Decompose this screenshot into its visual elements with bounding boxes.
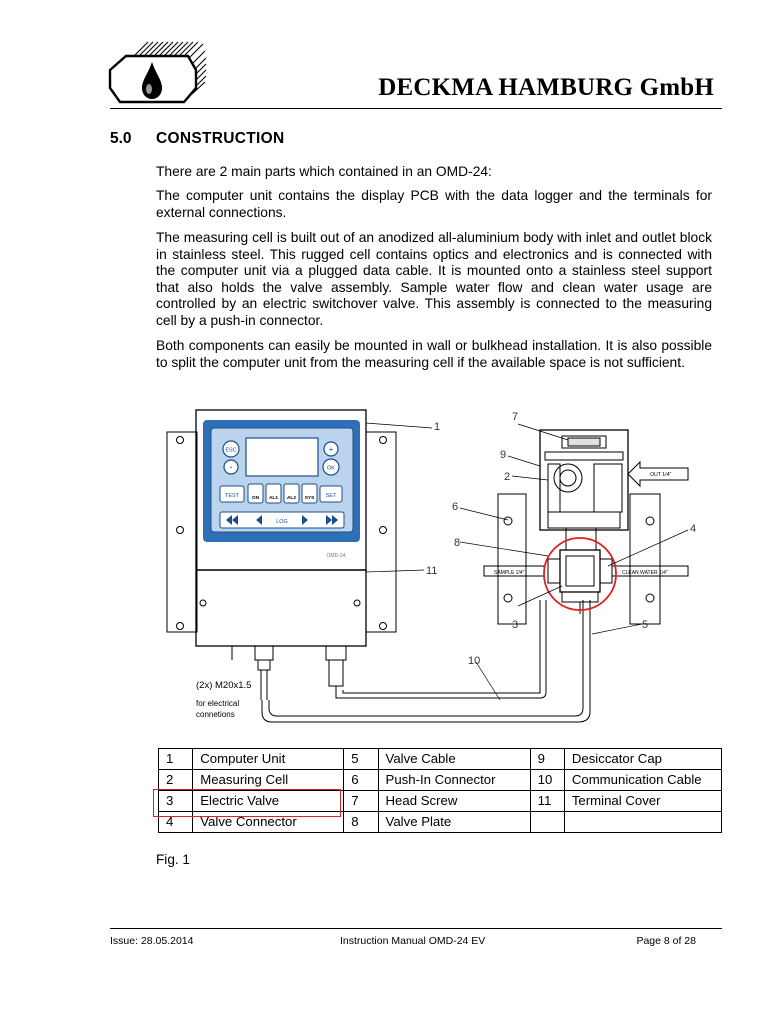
callout-7: 7 [512,411,519,423]
company-logo [104,40,208,110]
part-number: 2 [159,770,193,791]
part-name: Computer Unit [193,749,344,770]
footer-page: Page 8 of 28 [636,935,696,947]
esc-key-label: ESC [225,447,237,454]
lcd-screen [246,438,318,476]
callout-2: 2 [504,471,511,483]
table-row [159,749,722,770]
part-name: Valve Plate [378,812,530,833]
paragraph-mounting: Both components can easily be mounted in wall or bulkhead installation. It is also possible to split the computer unit from the measuring cell if the available space is not sufficient. [156,338,712,370]
part-number: 4 [159,812,193,833]
callout-3: 3 [512,619,519,631]
electrical-label-line2: connetions [196,710,235,719]
set-key-label: SET [325,493,337,499]
part-name: Communication Cable [564,770,721,791]
part-number: 11 [530,791,564,812]
port-clean-label: CLEAN WATER 1/4" [622,570,668,576]
part-number: 1 [159,749,193,770]
callout-8: 8 [454,537,461,549]
part-name: Desiccator Cap [564,749,721,770]
section-title: CONSTRUCTION [156,130,285,147]
section-number: 5.0 [110,130,132,147]
figure-caption: Fig. 1 [156,852,190,867]
ok-key-label: OK [327,465,335,472]
callout-1: 1 [434,421,441,433]
led-label-al1: AL1 [268,496,279,501]
model-label: OMD-24 [326,553,346,559]
part-name: Valve Cable [378,749,530,770]
left-mounting-flange [167,432,197,632]
test-key-label: TEST [224,493,240,499]
callout-5: 5 [642,619,649,631]
construction-drawing [150,402,720,724]
led-label-al2: AL2 [286,496,297,501]
part-number: 8 [344,812,378,833]
part-number: 9 [530,749,564,770]
part-number: 7 [344,791,378,812]
callout-6: 6 [452,501,459,513]
footer-title: Instruction Manual OMD-24 EV [340,935,486,947]
paragraph-computer-unit: The computer unit contains the display PCB with the data logger and the terminals for external connections. [156,188,712,220]
footer-issue: Issue: 28.05.2014 [110,935,194,947]
company-name: DECKMA HAMBURG GmbH [378,74,714,101]
paragraph-intro: There are 2 main parts which contained in an OMD-24: [156,164,492,179]
part-number: 3 [159,791,193,812]
part-name: Measuring Cell [193,770,344,791]
log-key-label: LOG [276,519,288,525]
part-number: 6 [344,770,378,791]
table-row [159,770,722,791]
electric-valve-highlight [544,538,616,610]
part-name [564,812,721,833]
electric-valve-row-highlight [153,789,341,817]
part-name: Push-In Connector [378,770,530,791]
callout-10: 10 [468,655,481,667]
footer-rule [110,928,722,929]
part-number [530,812,564,833]
part-name: Electric Valve [193,791,344,812]
svg-text:-: - [229,462,233,472]
callout-9: 9 [500,449,507,461]
callout-11: 11 [426,565,438,577]
electrical-label-line1: for electrical [196,699,240,708]
led-label-on: ON [251,496,260,501]
part-number: 10 [530,770,564,791]
callout-4: 4 [690,523,697,535]
svg-text:+: + [328,445,334,454]
port-sample-label: SAMPLE 1/4" [494,570,525,576]
terminal-cover [196,570,366,646]
part-name: Head Screw [378,791,530,812]
port-out-label: OUT 1/4" [650,472,672,478]
part-name: Valve Connector [193,812,344,833]
led-label-sys: SYS [304,496,315,501]
paragraph-measuring-cell: The measuring cell is built out of an anodized all-aluminium body with inlet and outlet block in stainless steel. This rugged cell contains optics and electronics and is connected with the computer unit via a plugged data cable. It is mounted onto a stainless steel support that also holds the valve assembly. Sample water flow and clean water usage are controlled by an electric switchover valve. This assembly is connected to the measuring cell by a push-in connector. [156,230,712,328]
part-name: Terminal Cover [564,791,721,812]
header-rule [110,108,722,109]
cable-gland-label: (2x) M20x1.5 [196,680,252,691]
right-mounting-flange [366,432,396,632]
part-number: 5 [344,749,378,770]
